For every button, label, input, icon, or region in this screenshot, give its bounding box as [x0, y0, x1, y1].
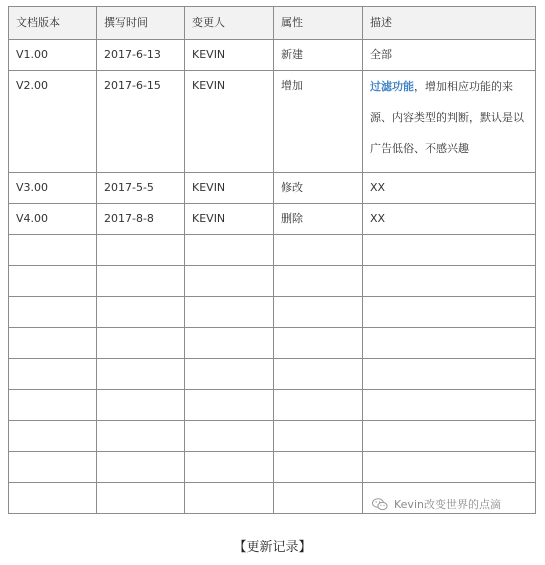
cell-attribute: 删除 — [274, 204, 363, 235]
cell-date: 2017-8-8 — [97, 204, 185, 235]
revision-table-container — [8, 6, 535, 514]
empty-cell — [363, 390, 536, 421]
cell-author: KEVIN — [185, 40, 274, 71]
empty-table-row — [9, 266, 536, 297]
empty-cell — [274, 328, 363, 359]
empty-cell — [9, 297, 97, 328]
empty-table-row — [9, 452, 536, 483]
empty-cell — [363, 452, 536, 483]
watermark — [372, 496, 501, 512]
empty-cell — [274, 297, 363, 328]
cell-version: V3.00 — [9, 173, 97, 204]
empty-cell — [274, 483, 363, 514]
cell-version: V1.00 — [9, 40, 97, 71]
watermark-text: Kevin改变世界的点滴 — [394, 498, 501, 511]
empty-cell — [9, 452, 97, 483]
empty-table-row — [9, 359, 536, 390]
empty-cell — [97, 235, 185, 266]
cell-attribute: 修改 — [274, 173, 363, 204]
table-row — [9, 173, 536, 204]
cell-author: KEVIN — [185, 204, 274, 235]
empty-cell — [274, 390, 363, 421]
empty-table-row — [9, 297, 536, 328]
cell-version: V2.00 — [9, 71, 97, 173]
empty-cell — [274, 359, 363, 390]
empty-cell — [97, 266, 185, 297]
empty-cell — [9, 390, 97, 421]
empty-cell — [363, 235, 536, 266]
empty-cell — [97, 359, 185, 390]
empty-cell — [97, 452, 185, 483]
empty-cell — [97, 328, 185, 359]
table-header-row — [9, 7, 536, 40]
figure-caption: 【更新记录】 — [233, 540, 312, 555]
cell-attribute: 增加 — [274, 71, 363, 173]
header-date: 撰写时间 — [97, 7, 185, 40]
empty-cell — [363, 328, 536, 359]
empty-cell — [185, 297, 274, 328]
table-row — [9, 204, 536, 235]
revision-table — [8, 6, 536, 514]
table-row — [9, 71, 536, 173]
empty-table-row — [9, 328, 536, 359]
cell-description: XX — [363, 173, 536, 204]
empty-cell — [363, 297, 536, 328]
empty-cell — [363, 266, 536, 297]
wechat-icon — [372, 498, 388, 511]
empty-cell — [185, 390, 274, 421]
empty-cell — [274, 421, 363, 452]
empty-cell — [97, 483, 185, 514]
empty-cell — [9, 328, 97, 359]
cell-attribute: 新建 — [274, 40, 363, 71]
header-author: 变更人 — [185, 7, 274, 40]
cell-version: V4.00 — [9, 204, 97, 235]
empty-cell — [274, 452, 363, 483]
empty-cell — [185, 359, 274, 390]
cell-date: 2017-6-15 — [97, 71, 185, 173]
empty-cell — [363, 359, 536, 390]
cell-date: 2017-6-13 — [97, 40, 185, 71]
header-attribute: 属性 — [274, 7, 363, 40]
empty-cell — [274, 235, 363, 266]
empty-cell — [9, 483, 97, 514]
empty-cell — [185, 235, 274, 266]
cell-description: XX — [363, 204, 536, 235]
empty-cell — [9, 235, 97, 266]
cell-author: KEVIN — [185, 173, 274, 204]
empty-cell — [9, 421, 97, 452]
header-description: 描述 — [363, 7, 536, 40]
cell-date: 2017-5-5 — [97, 173, 185, 204]
highlight-text: 过滤功能 — [370, 80, 414, 93]
empty-cell — [185, 421, 274, 452]
header-version: 文档版本 — [9, 7, 97, 40]
empty-table-row — [9, 421, 536, 452]
description-text: ，增加相应功能的来源、内容类型的判断，默认是以广告低俗、不感兴趣 — [370, 80, 524, 155]
empty-cell — [97, 297, 185, 328]
empty-cell — [97, 421, 185, 452]
empty-cell — [9, 359, 97, 390]
empty-cell — [97, 390, 185, 421]
empty-cell — [9, 266, 97, 297]
empty-table-row — [9, 235, 536, 266]
empty-cell — [363, 421, 536, 452]
table-row — [9, 40, 536, 71]
empty-cell — [274, 266, 363, 297]
empty-cell — [185, 452, 274, 483]
cell-description — [363, 71, 536, 173]
cell-description: 全部 — [363, 40, 536, 71]
empty-cell — [185, 483, 274, 514]
empty-cell — [185, 328, 274, 359]
cell-author: KEVIN — [185, 71, 274, 173]
empty-table-row — [9, 390, 536, 421]
empty-cell — [185, 266, 274, 297]
